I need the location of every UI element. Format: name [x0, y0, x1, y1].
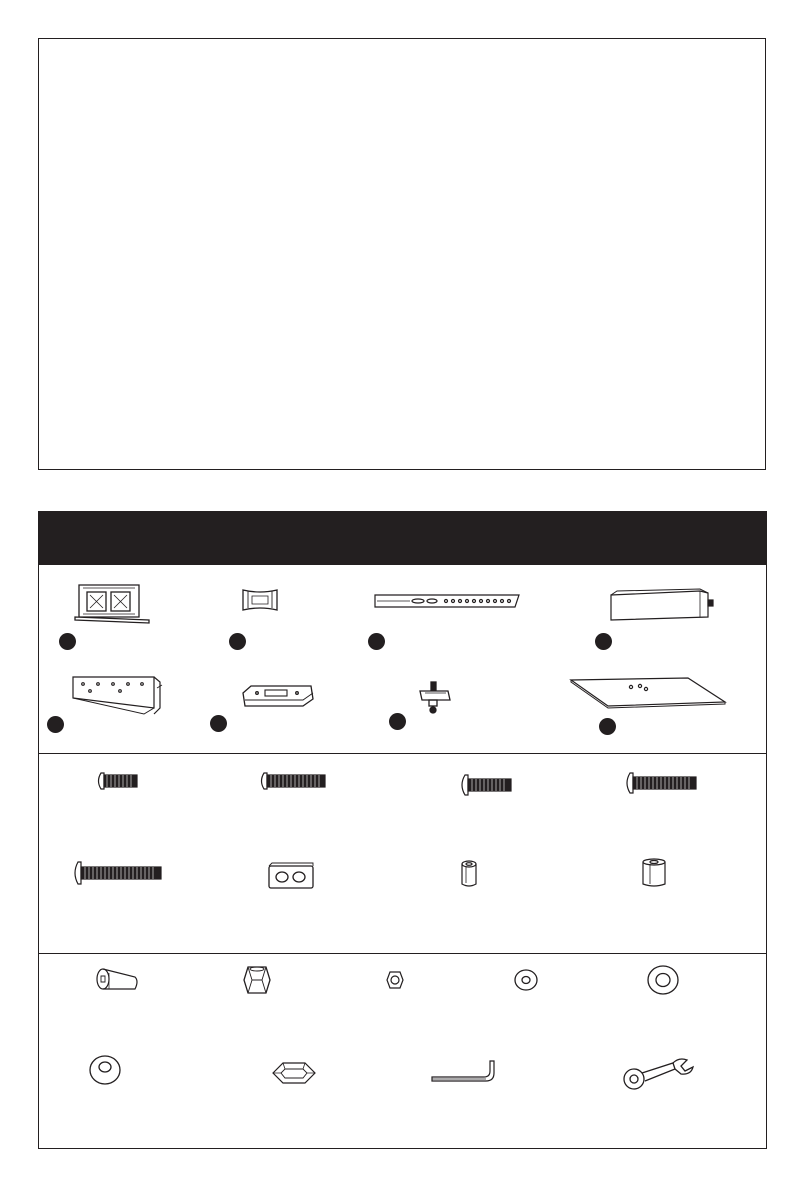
small-nut-icon [385, 970, 405, 990]
angled-bracket-icon [68, 674, 164, 720]
allen-key-icon [430, 1059, 498, 1087]
medium-washer-icon [646, 964, 680, 996]
hex-socket-bolt-icon [95, 967, 141, 993]
part-marker [368, 633, 385, 650]
rubber-pad-icon [271, 1059, 317, 1087]
wrench-icon [621, 1057, 695, 1093]
part-marker [59, 633, 76, 650]
part-marker [47, 716, 64, 733]
long-bolt-icon [623, 771, 699, 795]
large-washer-icon [88, 1054, 122, 1086]
large-lock-nut-icon [243, 964, 271, 996]
parts-list-panel [38, 511, 767, 1149]
parts-header-bar [39, 512, 766, 565]
part-marker [595, 633, 612, 650]
short-spacer-icon [460, 860, 478, 888]
part-marker [389, 713, 406, 730]
extra-long-bolt-icon [71, 860, 163, 886]
long-spacer-icon [640, 858, 668, 888]
long-rail-arm-icon [372, 592, 522, 610]
part-marker [229, 633, 246, 650]
shelf-panel-icon [568, 674, 728, 714]
base-plate-icon [241, 683, 315, 709]
small-washer-icon [513, 968, 539, 992]
instructions-box [38, 38, 766, 470]
double-washer-plate-icon [267, 862, 315, 890]
medium-bolt-icon [258, 771, 328, 791]
short-bolt-icon [95, 771, 139, 791]
square-tube-icon [608, 587, 716, 623]
part-marker [210, 715, 227, 732]
locking-knob-icon [416, 680, 456, 714]
medium-bolt-icon [458, 773, 514, 797]
section-divider [39, 953, 766, 954]
part-marker [599, 718, 616, 735]
tv-bracket-plate-icon [73, 583, 153, 623]
section-divider [39, 753, 766, 754]
small-clip-icon [240, 588, 280, 612]
